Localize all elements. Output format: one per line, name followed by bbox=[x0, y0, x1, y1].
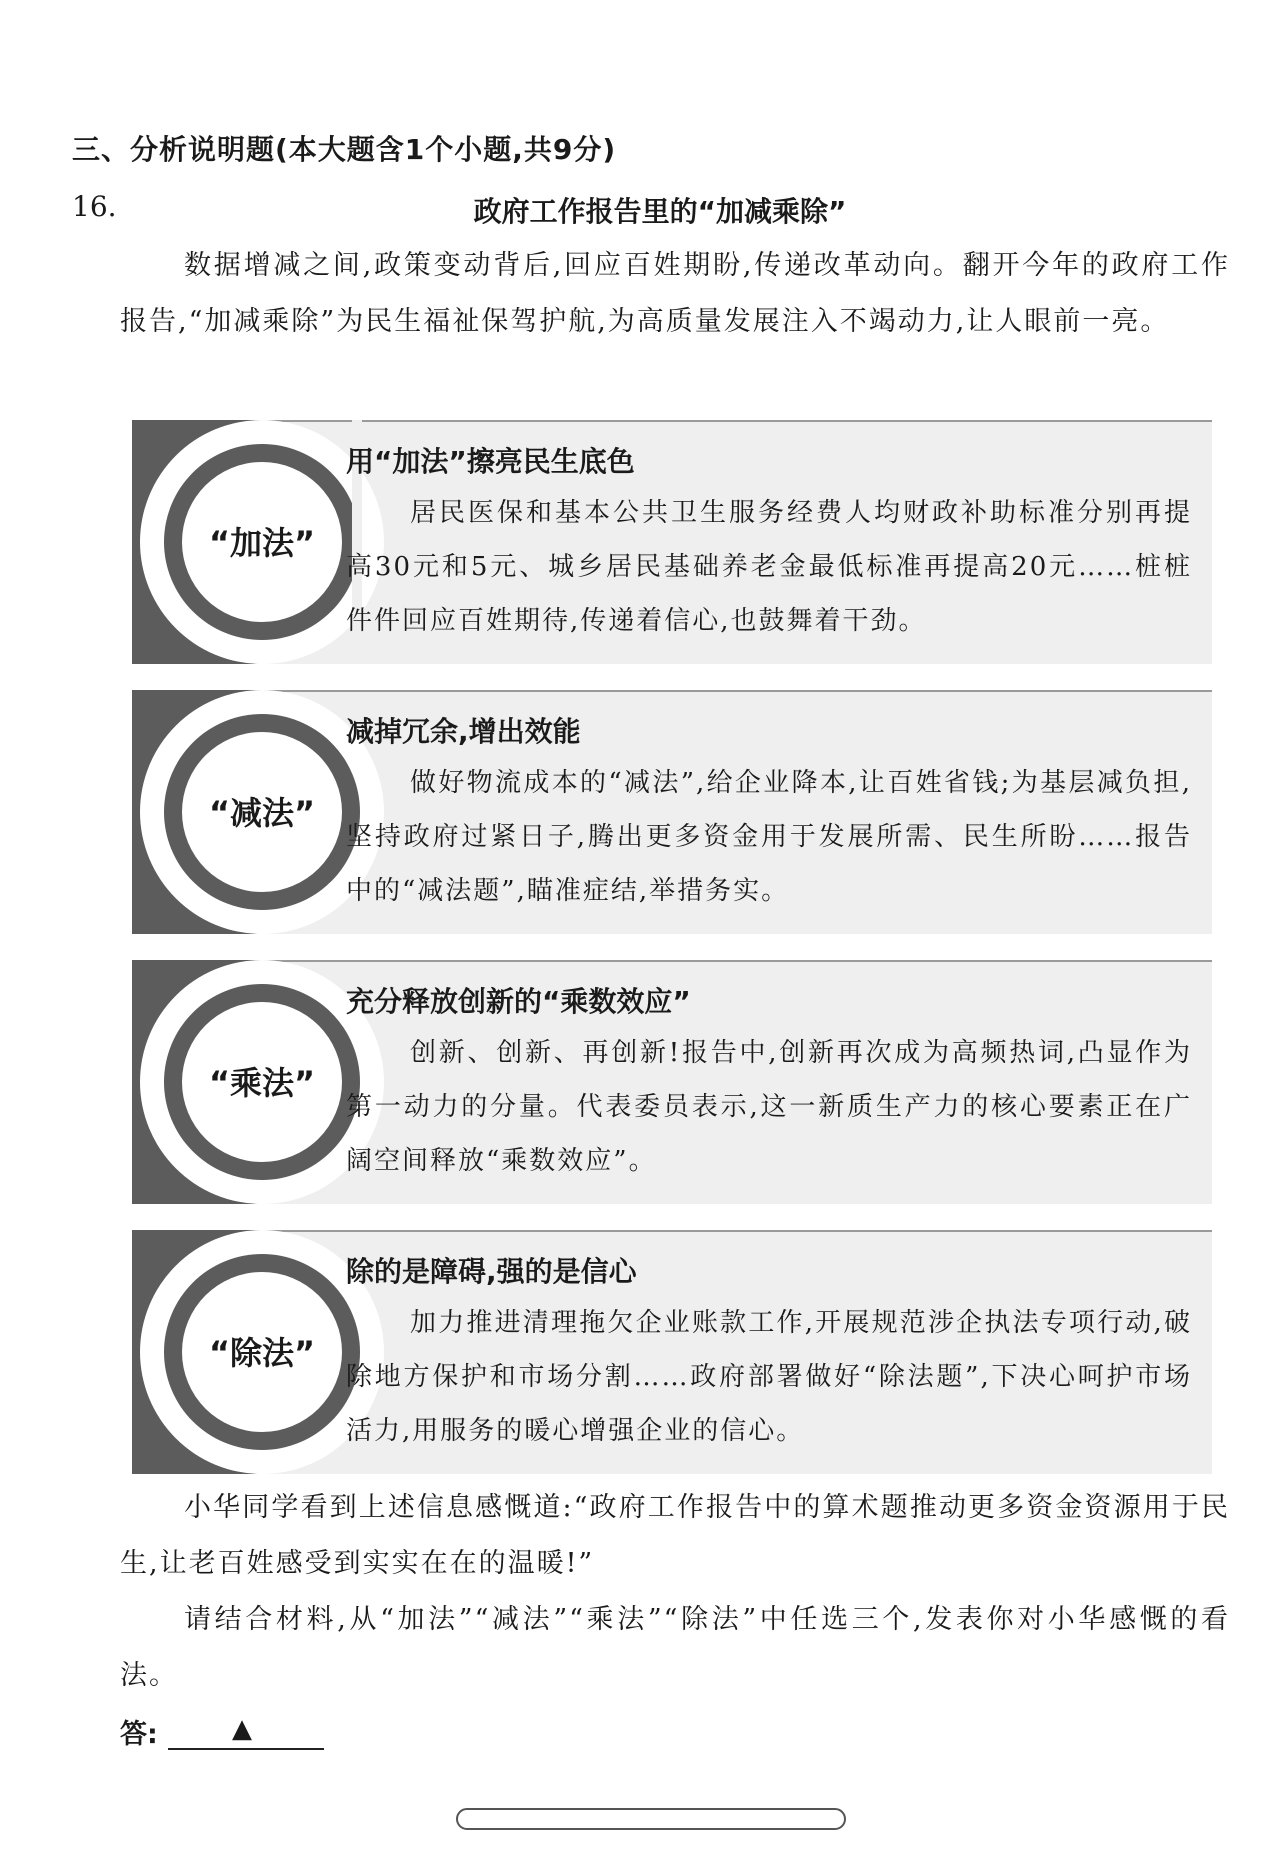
intro-paragraph: 数据增减之间,政策变动背后,回应百姓期盼,传递改革动向。翻开今年的政府工作报告,“加减乘除”为民生福祉保驾护航,为高质量发展注入不竭动力,让人眼前一亮。 bbox=[120, 250, 1230, 337]
question-title: 政府工作报告里的“加减乘除” bbox=[473, 195, 847, 228]
card-body: 加力推进清理拖欠企业账款工作,开展规范涉企执法专项行动,破除地方保护和市场分割……政府部署做好“除法题”,下决心呵护市场活力,用服务的暖心增强企业的信心。 bbox=[346, 1308, 1192, 1446]
card-title: 充分释放创新的“乘数效应” bbox=[346, 985, 691, 1018]
card-body: 创新、创新、再创新!报告中,创新再次成为高频热词,凸显作为第一动力的分量。代表委员表示,这一新质生产力的核心要素正在广阔空间释放“乘数效应”。 bbox=[346, 1038, 1192, 1176]
horizontal-scrollbar[interactable] bbox=[456, 1808, 846, 1830]
card-multiplication bbox=[132, 960, 1212, 1204]
task-paragraph: 请结合材料,从“加法”“减法”“乘法”“除法”中任选三个,发表你对小华感慨的看法。 bbox=[120, 1604, 1230, 1691]
card-title: 用“加法”擦亮民生底色 bbox=[346, 445, 635, 478]
badge-label: “乘法” bbox=[208, 1064, 316, 1102]
card-addition bbox=[132, 420, 1212, 664]
card-body: 居民医保和基本公共卫生服务经费人均财政补助标准分别再提高30元和5元、城乡居民基础养老金最低标准再提高20元……桩桩件件回应百姓期待,传递着信心,也鼓舞着干劲。 bbox=[346, 498, 1192, 636]
answer-triangle-icon: ▲ bbox=[232, 1714, 252, 1744]
badge-label: “减法” bbox=[208, 794, 316, 832]
card-division bbox=[132, 1230, 1212, 1474]
question-number: 16. bbox=[72, 190, 117, 223]
card-subtraction bbox=[132, 690, 1212, 934]
reflection-paragraph: 小华同学看到上述信息感慨道:“政府工作报告中的算术题推动更多资金资源用于民生,让老百姓感受到实实在在的温暖!” bbox=[120, 1492, 1230, 1579]
answer-blank[interactable] bbox=[168, 1748, 324, 1750]
card-title: 除的是障碍,强的是信心 bbox=[346, 1255, 637, 1288]
card-body: 做好物流成本的“减法”,给企业降本,让百姓省钱;为基层减负担,坚持政府过紧日子,腾出更多资金用于发展所需、民生所盼……报告中的“减法题”,瞄准症结,举措务实。 bbox=[346, 768, 1192, 906]
section-heading: 三、分析说明题(本大题含1个小题,共9分) bbox=[72, 133, 617, 166]
badge-label: “加法” bbox=[208, 524, 316, 562]
card-title: 减掉冗余,增出效能 bbox=[346, 715, 581, 748]
badge-label: “除法” bbox=[208, 1334, 316, 1372]
answer-label: 答: bbox=[120, 1719, 158, 1750]
